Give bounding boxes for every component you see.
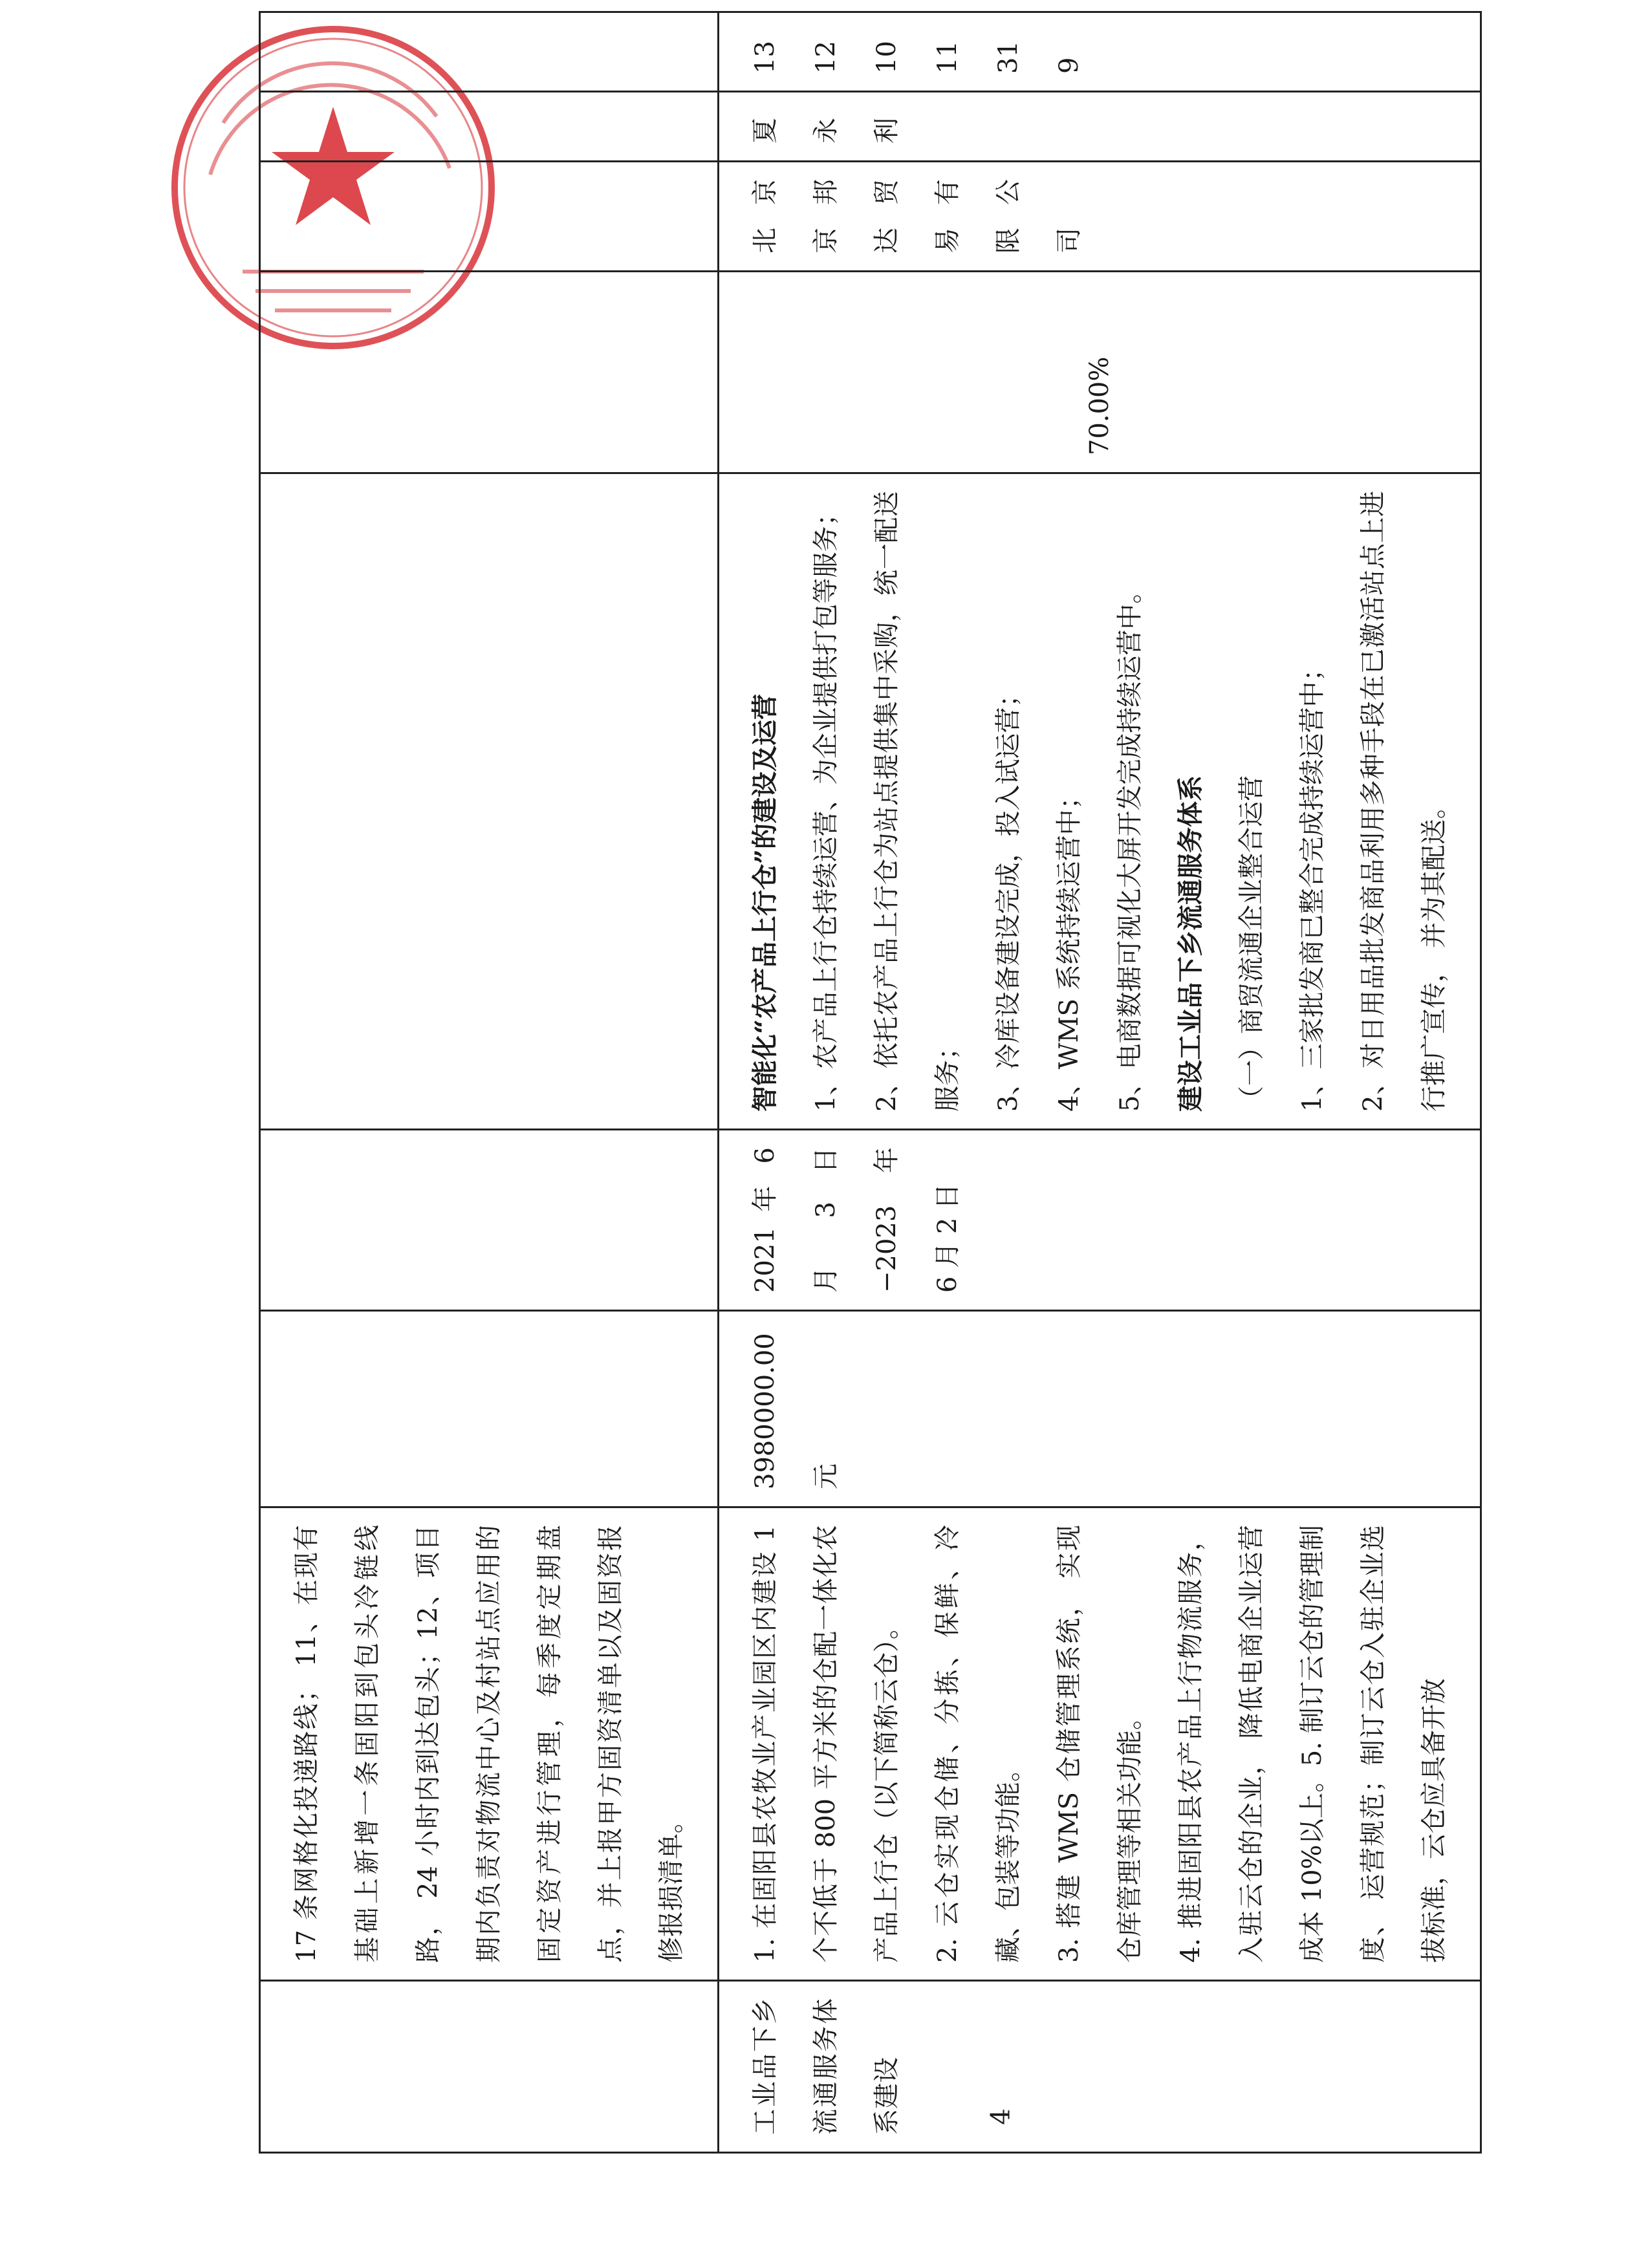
content-item-1: 1. 在固阳县农牧业产业园区内建设 1 个不低于 800 平方米的仓配一体化农产品上行仓（以下简称云仓）。 <box>750 1525 902 1963</box>
content-item-2: 2. 云仓实现仓储、分拣、保鲜、冷藏、包装等功能。 <box>933 1525 1023 1963</box>
period-text: 2021 年 6 月 3 日 −2023 年 6 月 2 日 <box>750 1147 962 1293</box>
content-cell <box>719 1507 1481 1981</box>
content-item-3: 3. 搭建 WMS 仓储管理系统， 实现仓库管理等相关功能。 <box>1054 1525 1145 1963</box>
progress-item: 1、农产品上行仓持续运营、为企业提供打包等服务； <box>811 500 841 1112</box>
progress-item: 3、冷库设备建设完成，投入试运营； <box>993 681 1023 1112</box>
rotated-table-block <box>259 41 1449 2154</box>
phone-text: 13121011319 <box>750 41 1084 74</box>
progress-item: 2、对日用品批发商品利用多种手段在已激活站点上进行推广宣传， 并为其配送。 <box>1358 491 1449 1112</box>
content-cell <box>260 1507 719 1981</box>
progress-item: 1、三家批发商已整合完成持续运营中； <box>1297 655 1327 1112</box>
completion-rate-cell <box>719 272 1481 473</box>
category-text: 工业品下乡流通服务体系建设 <box>750 1998 902 2135</box>
company-cell <box>719 162 1481 272</box>
progress-item: （一）商贸流通企业整合运营 <box>1237 775 1266 1112</box>
completion-rate-text: 70.00% <box>1085 356 1114 455</box>
table-row-continuation <box>260 12 719 2153</box>
amount-text: 3980000.00 元 <box>750 1333 841 1489</box>
table-row-industrial-goods <box>719 12 1481 2153</box>
progress-item: 5、电商数据可视化大屏开发完成持续运营中。 <box>1115 578 1145 1112</box>
content-text: 17 条网格化投递路线； 11、在现有基础上新增一条固阳到包头冷链线路， 24 小时内到达包头；12、项目期内负责对物流中心及村站点应用的固定资产进行管理，每季度定期盘点，并上报甲方固资清单以及固资报修报损清单。 <box>292 1525 686 1963</box>
progress-cell <box>719 473 1481 1130</box>
page-number: 4 <box>986 2108 1016 2125</box>
amount-cell-empty <box>260 1311 719 1507</box>
content-item-4: 4. 推进固阳县农产品上行物流服务，入驻云仓的企业， 降低电商企业运营成本 10%以上。5. 制订云仓的管理制度、 运营规范；制订云仓入驻企业选拔标准，云仓应具备开放 <box>1176 1525 1449 1963</box>
progress-heading-1: 智能化“农产品上行仓”的建设及运营 <box>750 693 780 1112</box>
phone-cell <box>719 12 1481 92</box>
category-cell <box>719 1981 1481 2153</box>
rate-cell-empty <box>260 272 719 473</box>
progress-heading-2: 建设工业品下乡流通服务体系 <box>1175 775 1206 1112</box>
contact-cell-empty <box>260 92 719 162</box>
category-cell-empty <box>260 1981 719 2153</box>
contact-text: 夏永利 <box>750 118 902 144</box>
project-progress-table <box>259 11 1482 2154</box>
progress-item: 2、依托农产品上行仓为站点提供集中采购，统一配送服务； <box>872 491 962 1112</box>
period-cell <box>719 1130 1481 1311</box>
company-cell-empty <box>260 162 719 272</box>
phone-cell-empty <box>260 12 719 92</box>
amount-cell <box>719 1311 1481 1507</box>
period-cell-empty <box>260 1130 719 1311</box>
progress-item: 4、WMS 系统持续运营中； <box>1054 783 1084 1112</box>
progress-cell-empty <box>260 473 719 1130</box>
company-text: 北京京邦达贸易有限公司 <box>750 179 1084 254</box>
contact-cell <box>719 92 1481 162</box>
